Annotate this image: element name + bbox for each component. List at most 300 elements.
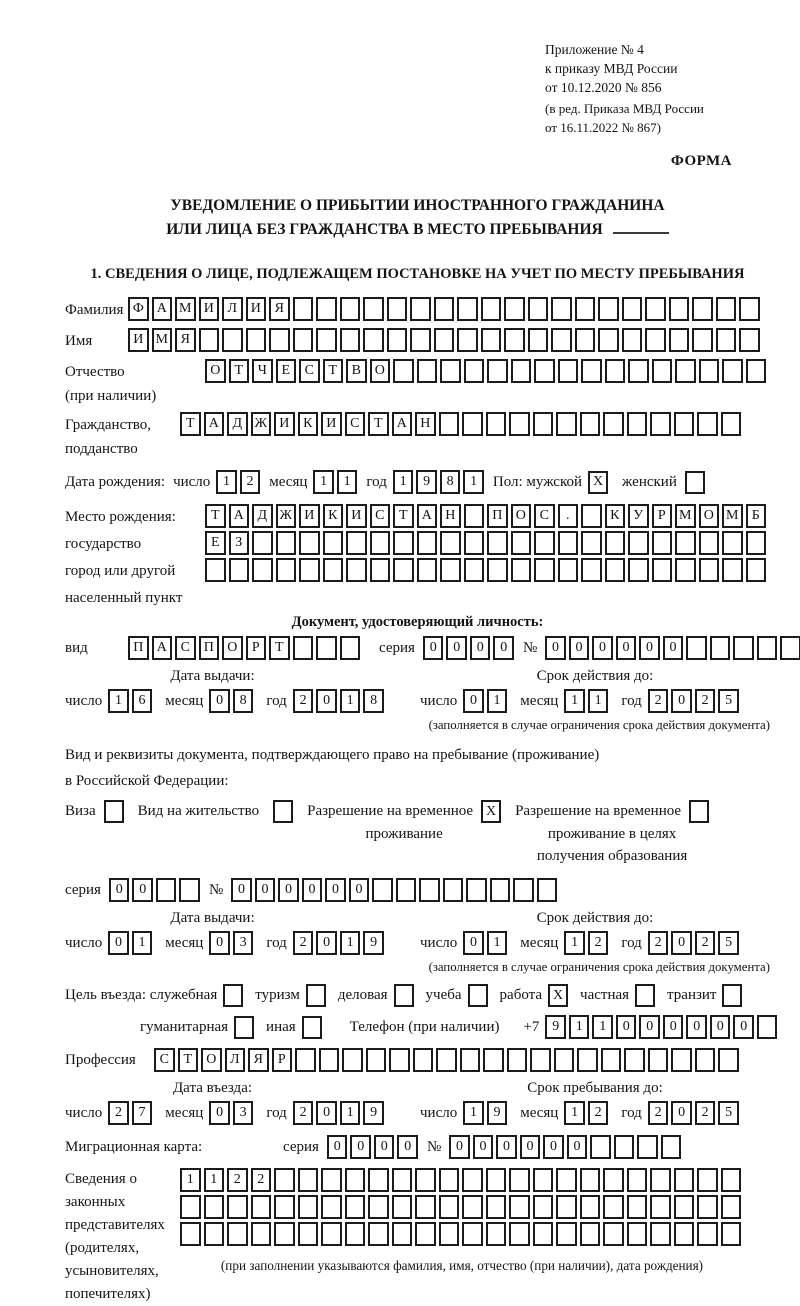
char-cell[interactable] <box>627 1168 648 1192</box>
char-cell[interactable]: 5 <box>718 1101 739 1125</box>
char-cell[interactable]: 0 <box>446 636 467 660</box>
char-cell[interactable] <box>293 297 314 321</box>
char-cell[interactable] <box>481 297 502 321</box>
char-cell[interactable]: Л <box>225 1048 246 1072</box>
residence-permit-checkbox[interactable] <box>273 800 293 823</box>
char-cell[interactable]: 0 <box>470 636 491 660</box>
char-cell[interactable] <box>674 1168 695 1192</box>
char-cell[interactable] <box>675 558 696 582</box>
char-cell[interactable] <box>645 328 666 352</box>
char-cell[interactable]: О <box>511 504 532 528</box>
char-cell[interactable]: 3 <box>233 931 254 955</box>
char-cell[interactable] <box>652 558 673 582</box>
char-cell[interactable] <box>718 1048 739 1072</box>
char-cell[interactable] <box>551 328 572 352</box>
char-cell[interactable] <box>293 328 314 352</box>
char-cell[interactable] <box>674 1195 695 1219</box>
char-cell[interactable] <box>370 558 391 582</box>
char-cell[interactable] <box>393 359 414 383</box>
char-cell[interactable]: М <box>675 504 696 528</box>
char-cell[interactable] <box>601 1048 622 1072</box>
char-cell[interactable] <box>528 328 549 352</box>
char-cell[interactable]: 1 <box>313 470 334 494</box>
char-cell[interactable] <box>487 359 508 383</box>
char-cell[interactable]: 8 <box>233 689 254 713</box>
char-cell[interactable] <box>274 1195 295 1219</box>
char-cell[interactable] <box>251 1222 272 1246</box>
char-cell[interactable]: А <box>152 636 173 660</box>
char-cell[interactable] <box>223 984 243 1007</box>
char-cell[interactable] <box>251 1195 272 1219</box>
char-cell[interactable] <box>440 558 461 582</box>
char-cell[interactable] <box>558 359 579 383</box>
purpose-tourism-checkbox[interactable] <box>306 984 326 1007</box>
char-cell[interactable]: С <box>299 359 320 383</box>
char-cell[interactable] <box>439 1168 460 1192</box>
char-cell[interactable] <box>580 412 601 436</box>
char-cell[interactable]: 2 <box>695 1101 716 1125</box>
char-cell[interactable] <box>603 1222 624 1246</box>
char-cell[interactable]: 1 <box>564 689 585 713</box>
char-cell[interactable] <box>227 1195 248 1219</box>
char-cell[interactable] <box>156 878 177 902</box>
char-cell[interactable]: 0 <box>108 931 129 955</box>
char-cell[interactable] <box>637 1135 658 1159</box>
char-cell[interactable] <box>697 412 718 436</box>
char-cell[interactable]: Ч <box>252 359 273 383</box>
char-cell[interactable]: 1 <box>132 931 153 955</box>
char-cell[interactable] <box>627 1195 648 1219</box>
char-cell[interactable] <box>721 412 742 436</box>
char-cell[interactable]: К <box>605 504 626 528</box>
char-cell[interactable] <box>575 328 596 352</box>
char-cell[interactable]: 5 <box>718 931 739 955</box>
char-cell[interactable] <box>669 328 690 352</box>
char-cell[interactable]: К <box>323 504 344 528</box>
char-cell[interactable] <box>716 297 737 321</box>
char-cell[interactable]: 0 <box>616 1015 637 1039</box>
char-cell[interactable] <box>699 359 720 383</box>
char-cell[interactable]: 2 <box>227 1168 248 1192</box>
char-cell[interactable]: И <box>246 297 267 321</box>
char-cell[interactable] <box>410 297 431 321</box>
char-cell[interactable]: Т <box>180 412 201 436</box>
char-cell[interactable]: Р <box>246 636 267 660</box>
char-cell[interactable] <box>487 558 508 582</box>
char-cell[interactable] <box>780 636 800 660</box>
char-cell[interactable]: 2 <box>695 689 716 713</box>
char-cell[interactable]: П <box>487 504 508 528</box>
char-cell[interactable]: 8 <box>440 470 461 494</box>
char-cell[interactable] <box>739 297 760 321</box>
char-cell[interactable] <box>686 636 707 660</box>
char-cell[interactable] <box>511 359 532 383</box>
char-cell[interactable]: Я <box>269 297 290 321</box>
char-cell[interactable]: З <box>229 531 250 555</box>
char-cell[interactable] <box>410 328 431 352</box>
char-cell[interactable] <box>581 531 602 555</box>
char-cell[interactable] <box>481 328 502 352</box>
char-cell[interactable]: И <box>199 297 220 321</box>
char-cell[interactable]: 2 <box>648 1101 669 1125</box>
char-cell[interactable] <box>652 359 673 383</box>
char-cell[interactable] <box>509 412 530 436</box>
char-cell[interactable] <box>733 636 754 660</box>
char-cell[interactable] <box>466 878 487 902</box>
char-cell[interactable]: С <box>175 636 196 660</box>
char-cell[interactable] <box>721 1222 742 1246</box>
char-cell[interactable]: 2 <box>108 1101 129 1125</box>
char-cell[interactable]: 0 <box>710 1015 731 1039</box>
char-cell[interactable]: Т <box>323 359 344 383</box>
char-cell[interactable] <box>697 1168 718 1192</box>
char-cell[interactable] <box>316 636 337 660</box>
char-cell[interactable]: 1 <box>569 1015 590 1039</box>
char-cell[interactable]: Т <box>393 504 414 528</box>
char-cell[interactable]: 0 <box>350 1135 371 1159</box>
char-cell[interactable]: 0 <box>397 1135 418 1159</box>
char-cell[interactable]: 1 <box>393 470 414 494</box>
char-cell[interactable]: 1 <box>216 470 237 494</box>
char-cell[interactable]: Т <box>269 636 290 660</box>
char-cell[interactable] <box>439 1195 460 1219</box>
char-cell[interactable]: 3 <box>233 1101 254 1125</box>
purpose-private-checkbox[interactable] <box>635 984 655 1007</box>
char-cell[interactable] <box>321 1195 342 1219</box>
char-cell[interactable]: 1 <box>463 1101 484 1125</box>
char-cell[interactable]: 0 <box>209 689 230 713</box>
char-cell[interactable] <box>558 531 579 555</box>
char-cell[interactable] <box>368 1222 389 1246</box>
char-cell[interactable]: С <box>534 504 555 528</box>
char-cell[interactable] <box>368 1195 389 1219</box>
char-cell[interactable] <box>252 531 273 555</box>
char-cell[interactable]: О <box>370 359 391 383</box>
char-cell[interactable] <box>580 1195 601 1219</box>
char-cell[interactable]: С <box>370 504 391 528</box>
char-cell[interactable]: Ж <box>251 412 272 436</box>
char-cell[interactable]: О <box>201 1048 222 1072</box>
char-cell[interactable]: Ф <box>128 297 149 321</box>
char-cell[interactable] <box>509 1222 530 1246</box>
char-cell[interactable] <box>486 1195 507 1219</box>
char-cell[interactable] <box>415 1222 436 1246</box>
char-cell[interactable] <box>721 1195 742 1219</box>
char-cell[interactable]: П <box>199 636 220 660</box>
char-cell[interactable] <box>533 1222 554 1246</box>
char-cell[interactable] <box>699 558 720 582</box>
char-cell[interactable] <box>504 328 525 352</box>
char-cell[interactable] <box>581 359 602 383</box>
char-cell[interactable]: 0 <box>132 878 153 902</box>
char-cell[interactable] <box>581 504 602 528</box>
char-cell[interactable] <box>556 1222 577 1246</box>
char-cell[interactable]: Р <box>652 504 673 528</box>
char-cell[interactable] <box>675 359 696 383</box>
char-cell[interactable] <box>323 531 344 555</box>
char-cell[interactable] <box>648 1048 669 1072</box>
char-cell[interactable] <box>699 531 720 555</box>
char-cell[interactable] <box>468 984 488 1007</box>
char-cell[interactable] <box>551 297 572 321</box>
char-cell[interactable] <box>533 412 554 436</box>
char-cell[interactable] <box>556 1195 577 1219</box>
char-cell[interactable]: 9 <box>487 1101 508 1125</box>
purpose-study-checkbox[interactable] <box>468 984 488 1007</box>
char-cell[interactable] <box>622 328 643 352</box>
char-cell[interactable] <box>695 1048 716 1072</box>
char-cell[interactable] <box>650 1168 671 1192</box>
purpose-work-checkbox[interactable] <box>548 984 568 1007</box>
char-cell[interactable] <box>340 636 361 660</box>
char-cell[interactable]: А <box>152 297 173 321</box>
char-cell[interactable]: 0 <box>671 1101 692 1125</box>
char-cell[interactable] <box>342 1048 363 1072</box>
purpose-official-checkbox[interactable] <box>223 984 243 1007</box>
char-cell[interactable]: 1 <box>487 931 508 955</box>
char-cell[interactable] <box>635 984 655 1007</box>
char-cell[interactable]: 0 <box>463 931 484 955</box>
char-cell[interactable] <box>295 1048 316 1072</box>
char-cell[interactable] <box>650 1195 671 1219</box>
char-cell[interactable] <box>716 328 737 352</box>
char-cell[interactable] <box>537 878 558 902</box>
char-cell[interactable]: 0 <box>231 878 252 902</box>
char-cell[interactable] <box>104 800 124 823</box>
char-cell[interactable] <box>180 1195 201 1219</box>
char-cell[interactable] <box>462 412 483 436</box>
char-cell[interactable]: X <box>588 471 608 494</box>
char-cell[interactable]: . <box>558 504 579 528</box>
char-cell[interactable]: 1 <box>588 689 609 713</box>
char-cell[interactable] <box>486 1222 507 1246</box>
char-cell[interactable] <box>509 1168 530 1192</box>
char-cell[interactable]: Д <box>227 412 248 436</box>
char-cell[interactable]: 1 <box>340 931 361 955</box>
char-cell[interactable]: 0 <box>449 1135 470 1159</box>
char-cell[interactable] <box>757 1015 778 1039</box>
char-cell[interactable] <box>457 328 478 352</box>
char-cell[interactable] <box>739 328 760 352</box>
char-cell[interactable] <box>368 1168 389 1192</box>
char-cell[interactable] <box>661 1135 682 1159</box>
char-cell[interactable]: 2 <box>648 931 669 955</box>
char-cell[interactable]: 2 <box>588 1101 609 1125</box>
char-cell[interactable] <box>246 328 267 352</box>
char-cell[interactable]: 6 <box>132 689 153 713</box>
char-cell[interactable] <box>689 800 709 823</box>
char-cell[interactable] <box>534 359 555 383</box>
char-cell[interactable] <box>746 558 767 582</box>
char-cell[interactable] <box>205 558 226 582</box>
char-cell[interactable] <box>180 1222 201 1246</box>
char-cell[interactable] <box>530 1048 551 1072</box>
char-cell[interactable] <box>293 636 314 660</box>
char-cell[interactable]: 7 <box>132 1101 153 1125</box>
char-cell[interactable]: А <box>204 412 225 436</box>
char-cell[interactable] <box>722 359 743 383</box>
char-cell[interactable] <box>443 878 464 902</box>
char-cell[interactable] <box>624 1048 645 1072</box>
char-cell[interactable] <box>299 558 320 582</box>
char-cell[interactable] <box>298 1168 319 1192</box>
char-cell[interactable] <box>645 297 666 321</box>
char-cell[interactable] <box>394 984 414 1007</box>
char-cell[interactable]: М <box>175 297 196 321</box>
char-cell[interactable] <box>436 1048 457 1072</box>
char-cell[interactable]: А <box>417 504 438 528</box>
char-cell[interactable]: И <box>274 412 295 436</box>
char-cell[interactable]: 1 <box>564 931 585 955</box>
char-cell[interactable] <box>392 1168 413 1192</box>
char-cell[interactable] <box>434 297 455 321</box>
char-cell[interactable] <box>603 1195 624 1219</box>
char-cell[interactable] <box>417 558 438 582</box>
char-cell[interactable]: И <box>299 504 320 528</box>
char-cell[interactable]: 0 <box>663 1015 684 1039</box>
char-cell[interactable]: 0 <box>349 878 370 902</box>
char-cell[interactable]: 0 <box>325 878 346 902</box>
char-cell[interactable] <box>389 1048 410 1072</box>
char-cell[interactable] <box>269 328 290 352</box>
char-cell[interactable] <box>302 1016 322 1039</box>
char-cell[interactable]: 0 <box>567 1135 588 1159</box>
char-cell[interactable]: 9 <box>416 470 437 494</box>
char-cell[interactable]: 1 <box>592 1015 613 1039</box>
char-cell[interactable] <box>722 984 742 1007</box>
char-cell[interactable] <box>605 359 626 383</box>
char-cell[interactable] <box>273 800 293 823</box>
char-cell[interactable] <box>340 328 361 352</box>
temp-residence-checkbox[interactable] <box>481 800 501 823</box>
char-cell[interactable] <box>605 558 626 582</box>
char-cell[interactable] <box>650 1222 671 1246</box>
char-cell[interactable] <box>464 504 485 528</box>
char-cell[interactable]: И <box>346 504 367 528</box>
char-cell[interactable] <box>504 297 525 321</box>
char-cell[interactable] <box>685 471 705 494</box>
purpose-other-checkbox[interactable] <box>302 1016 322 1039</box>
char-cell[interactable]: Т <box>178 1048 199 1072</box>
char-cell[interactable] <box>674 1222 695 1246</box>
char-cell[interactable] <box>363 328 384 352</box>
char-cell[interactable] <box>627 1222 648 1246</box>
char-cell[interactable] <box>614 1135 635 1159</box>
char-cell[interactable] <box>757 636 778 660</box>
char-cell[interactable]: И <box>128 328 149 352</box>
char-cell[interactable] <box>345 1168 366 1192</box>
char-cell[interactable]: Р <box>272 1048 293 1072</box>
char-cell[interactable]: 2 <box>293 931 314 955</box>
char-cell[interactable] <box>721 1168 742 1192</box>
char-cell[interactable]: 0 <box>209 931 230 955</box>
char-cell[interactable]: 0 <box>639 636 660 660</box>
char-cell[interactable] <box>222 328 243 352</box>
male-checkbox[interactable] <box>588 471 608 494</box>
char-cell[interactable] <box>396 878 417 902</box>
char-cell[interactable]: 0 <box>209 1101 230 1125</box>
char-cell[interactable] <box>439 1222 460 1246</box>
char-cell[interactable] <box>393 531 414 555</box>
char-cell[interactable] <box>204 1222 225 1246</box>
char-cell[interactable]: 2 <box>293 1101 314 1125</box>
char-cell[interactable]: X <box>548 984 568 1007</box>
char-cell[interactable] <box>319 1048 340 1072</box>
char-cell[interactable]: Е <box>205 531 226 555</box>
char-cell[interactable] <box>419 878 440 902</box>
char-cell[interactable]: У <box>628 504 649 528</box>
char-cell[interactable] <box>671 1048 692 1072</box>
char-cell[interactable] <box>370 531 391 555</box>
char-cell[interactable] <box>464 531 485 555</box>
char-cell[interactable]: 2 <box>251 1168 272 1192</box>
char-cell[interactable] <box>316 328 337 352</box>
char-cell[interactable]: О <box>205 359 226 383</box>
char-cell[interactable] <box>346 558 367 582</box>
char-cell[interactable] <box>692 328 713 352</box>
char-cell[interactable] <box>556 1168 577 1192</box>
char-cell[interactable]: 0 <box>423 636 444 660</box>
char-cell[interactable] <box>274 1168 295 1192</box>
char-cell[interactable]: 0 <box>109 878 130 902</box>
char-cell[interactable] <box>306 984 326 1007</box>
char-cell[interactable] <box>722 531 743 555</box>
char-cell[interactable]: И <box>321 412 342 436</box>
char-cell[interactable]: 0 <box>671 931 692 955</box>
char-cell[interactable]: Б <box>746 504 767 528</box>
char-cell[interactable] <box>628 359 649 383</box>
char-cell[interactable]: 1 <box>180 1168 201 1192</box>
char-cell[interactable] <box>511 558 532 582</box>
char-cell[interactable]: 9 <box>545 1015 566 1039</box>
char-cell[interactable] <box>199 328 220 352</box>
char-cell[interactable] <box>417 359 438 383</box>
char-cell[interactable] <box>321 1222 342 1246</box>
char-cell[interactable] <box>274 1222 295 1246</box>
char-cell[interactable] <box>392 1222 413 1246</box>
char-cell[interactable] <box>415 1168 436 1192</box>
char-cell[interactable]: 0 <box>496 1135 517 1159</box>
char-cell[interactable] <box>387 297 408 321</box>
char-cell[interactable] <box>440 531 461 555</box>
char-cell[interactable]: Д <box>252 504 273 528</box>
char-cell[interactable] <box>415 1195 436 1219</box>
char-cell[interactable] <box>603 412 624 436</box>
char-cell[interactable] <box>580 1222 601 1246</box>
purpose-transit-checkbox[interactable] <box>722 984 742 1007</box>
char-cell[interactable]: 0 <box>543 1135 564 1159</box>
char-cell[interactable] <box>622 297 643 321</box>
char-cell[interactable] <box>464 359 485 383</box>
char-cell[interactable] <box>460 1048 481 1072</box>
char-cell[interactable]: 0 <box>733 1015 754 1039</box>
char-cell[interactable] <box>298 1222 319 1246</box>
char-cell[interactable]: Н <box>440 504 461 528</box>
char-cell[interactable]: 0 <box>545 636 566 660</box>
char-cell[interactable] <box>393 558 414 582</box>
char-cell[interactable] <box>556 412 577 436</box>
char-cell[interactable]: 0 <box>520 1135 541 1159</box>
char-cell[interactable] <box>276 558 297 582</box>
char-cell[interactable]: 0 <box>616 636 637 660</box>
char-cell[interactable]: Я <box>175 328 196 352</box>
char-cell[interactable]: 2 <box>293 689 314 713</box>
temp-residence-edu-checkbox[interactable] <box>689 800 709 823</box>
char-cell[interactable]: М <box>722 504 743 528</box>
char-cell[interactable]: 0 <box>569 636 590 660</box>
char-cell[interactable]: 1 <box>340 689 361 713</box>
char-cell[interactable]: 9 <box>363 1101 384 1125</box>
